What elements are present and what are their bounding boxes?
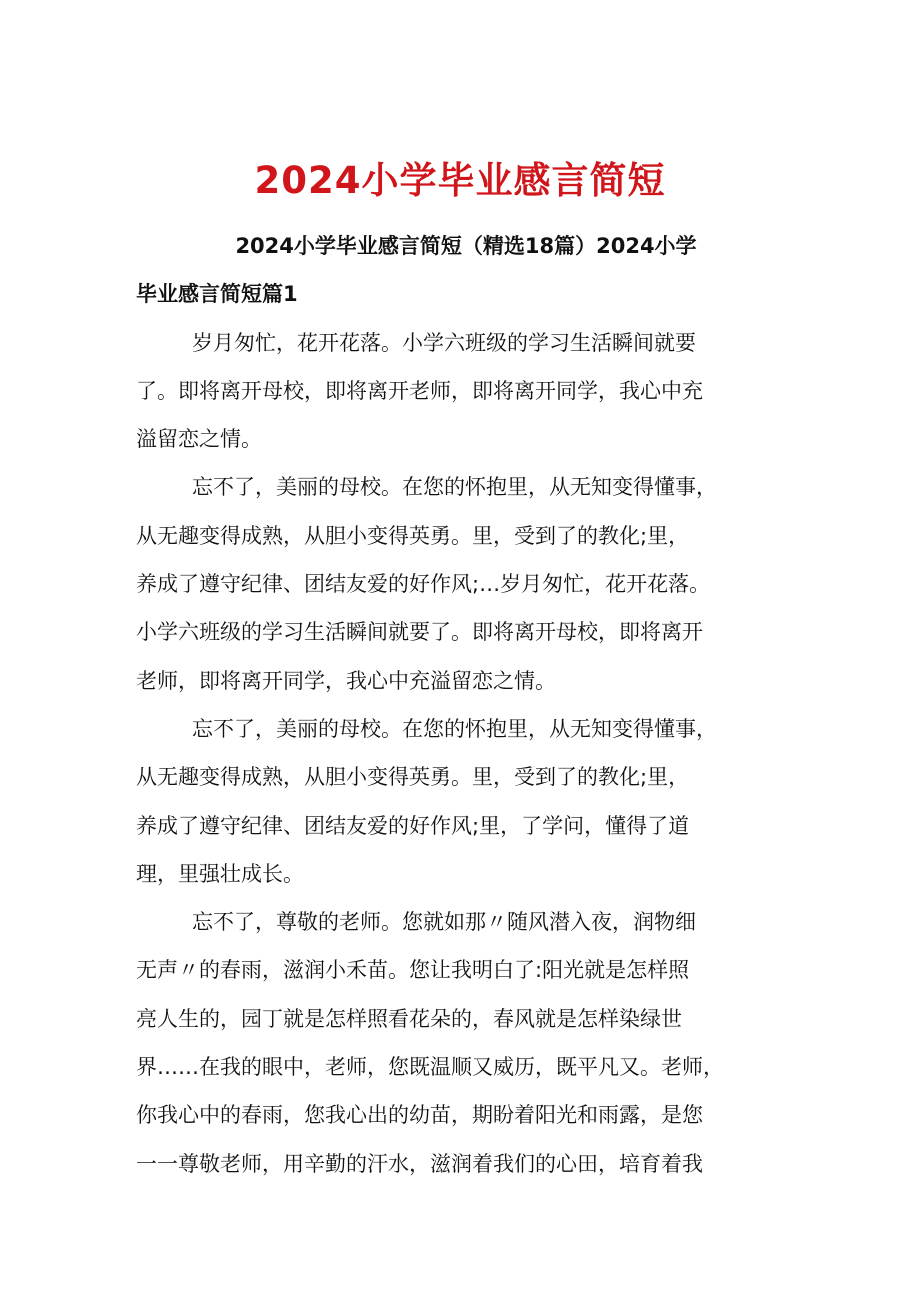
page-title: 2024小学毕业感言简短	[254, 159, 666, 202]
text-line: 老师，即将离开同学，我心中充溢留恋之情。	[136, 668, 556, 693]
text-line: 理，里强壮成长。	[136, 861, 304, 886]
text-line: 从无趣变得成熟，从胆小变得英勇。里，受到了的教化;里，	[136, 765, 690, 790]
text-line: 从无趣变得成熟，从胆小变得英勇。里，受到了的教化;里，	[136, 523, 690, 548]
paragraph	[136, 319, 796, 464]
text-line: 忘不了，美丽的母校。在您的怀抱里，从无知变得懂事，	[192, 475, 717, 500]
text-line: 无声〃的春雨，滋润小禾苗。您让我明白了:阳光就是怎样照	[136, 958, 690, 983]
text-line: 养成了遵守纪律、团结友爱的好作风;里，了学问，懂得了道	[136, 813, 690, 838]
text-line: 溢留恋之情。	[136, 427, 262, 452]
text-line: 界……在我的眼中，老师，您既温顺又威历，既平凡又。老师，	[136, 1055, 724, 1080]
subtitle-line: 毕业感言简短篇1	[136, 282, 298, 307]
text-line: 忘不了，尊敬的老师。您就如那〃随风潜入夜，润物细	[192, 910, 696, 935]
text-line: 一一尊敬老师，用辛勤的汗水，滋润着我们的心田，培育着我	[136, 1151, 703, 1176]
paragraph	[136, 463, 796, 704]
text-line: 了。即将离开母校，即将离开老师，即将离开同学，我心中充	[136, 378, 703, 403]
text-line: 养成了遵守纪律、团结友爱的好作风;…岁月匆忙，花开花落。	[136, 572, 711, 597]
text-line: 你我心中的春雨，您我心出的幼苗，期盼着阳光和雨露，是您	[136, 1103, 703, 1128]
subtitle-line: 2024小学毕业感言简短（精选18篇）2024小学	[235, 234, 697, 258]
text-line: 亮人生的，园丁就是怎样照看花朵的，春风就是怎样染绿世	[136, 1006, 682, 1031]
paragraph	[136, 705, 796, 898]
text-line: 小学六班级的学习生活瞬间就要了。即将离开母校，即将离开	[136, 620, 703, 645]
document-body	[136, 222, 796, 1188]
text-line: 忘不了，美丽的母校。在您的怀抱里，从无知变得懂事，	[192, 716, 717, 741]
paragraph	[136, 898, 796, 1188]
text-line: 岁月匆忙，花开花落。小学六班级的学习生活瞬间就要	[192, 330, 696, 355]
